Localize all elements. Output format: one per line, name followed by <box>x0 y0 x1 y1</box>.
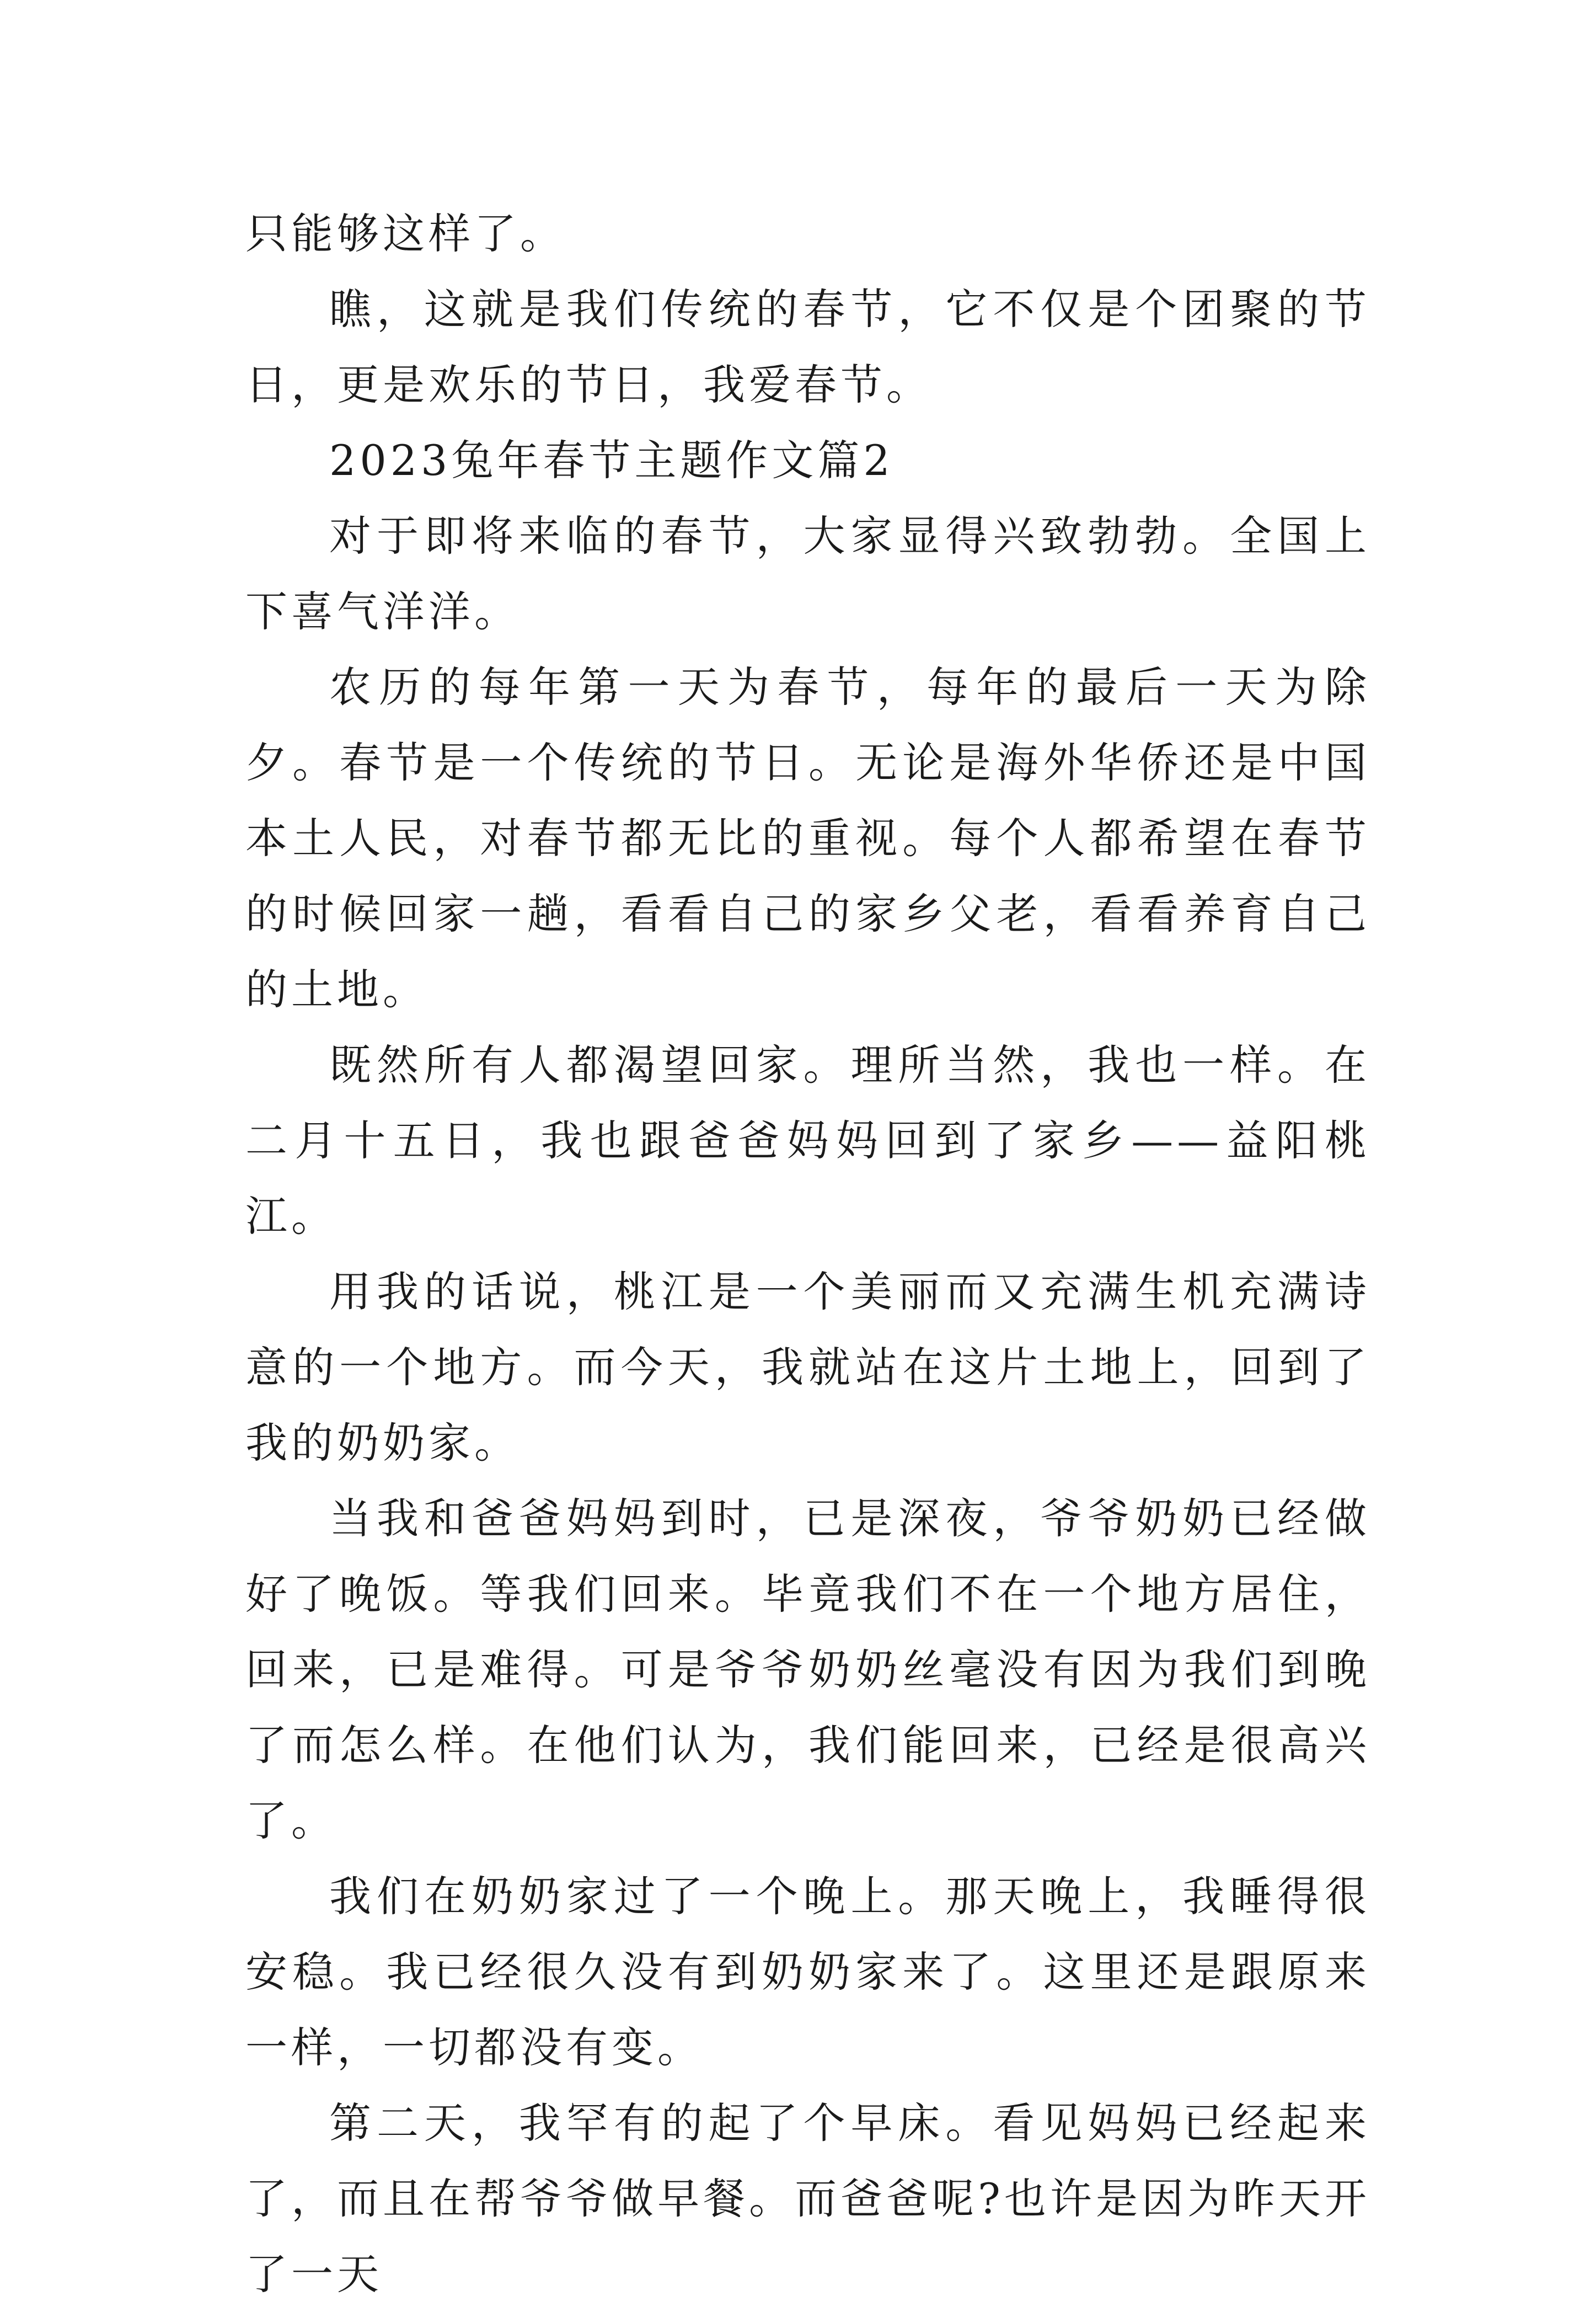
paragraph-continuation: 只能够这样了。 <box>245 209 566 258</box>
paragraph: 农历的每年第一天为春节，每年的最后一天为除夕。春节是一个传统的节日。无论是海外华侨还是中国本土人民，对春节都无比的重视。每个人都希望在春节的时候回家一趟，看看自己的家乡父老，看看养育自己的土地。 <box>245 663 1370 1014</box>
document-body <box>245 196 1370 2312</box>
section-heading: 2023兔年春节主题作文篇2 <box>329 436 894 485</box>
paragraph: 瞧，这就是我们传统的春节，它不仅是个团聚的节日，更是欢乐的节日，我爱春节。 <box>245 285 1370 409</box>
paragraph: 用我的话说，桃江是一个美丽而又充满生机充满诗意的一个地方。而今天，我就站在这片土地上，回到了我的奶奶家。 <box>245 1267 1370 1467</box>
paragraph: 第二天，我罕有的起了个早床。看见妈妈已经起来了，而且在帮爷爷做早餐。而爸爸呢?也许是因为昨天开了一天 <box>245 2099 1370 2299</box>
paragraph: 对于即将来临的春节，大家显得兴致勃勃。全国上下喜气洋洋。 <box>245 511 1370 636</box>
paragraph: 既然所有人都渴望回家。理所当然，我也一样。在二月十五日，我也跟爸爸妈妈回到了家乡——益阳桃江。 <box>245 1040 1370 1241</box>
paragraph: 当我和爸爸妈妈到时，已是深夜，爷爷奶奶已经做好了晚饭。等我们回来。毕竟我们不在一个地方居住，回来，已是难得。可是爷爷奶奶丝毫没有因为我们到晚了而怎么样。在他们认为，我们能回来，已经是很高兴了。 <box>245 1494 1370 1845</box>
paragraph: 我们在奶奶家过了一个晚上。那天晚上，我睡得很安稳。我已经很久没有到奶奶家来了。这里还是跟原来一样，一切都没有变。 <box>245 1872 1370 2072</box>
